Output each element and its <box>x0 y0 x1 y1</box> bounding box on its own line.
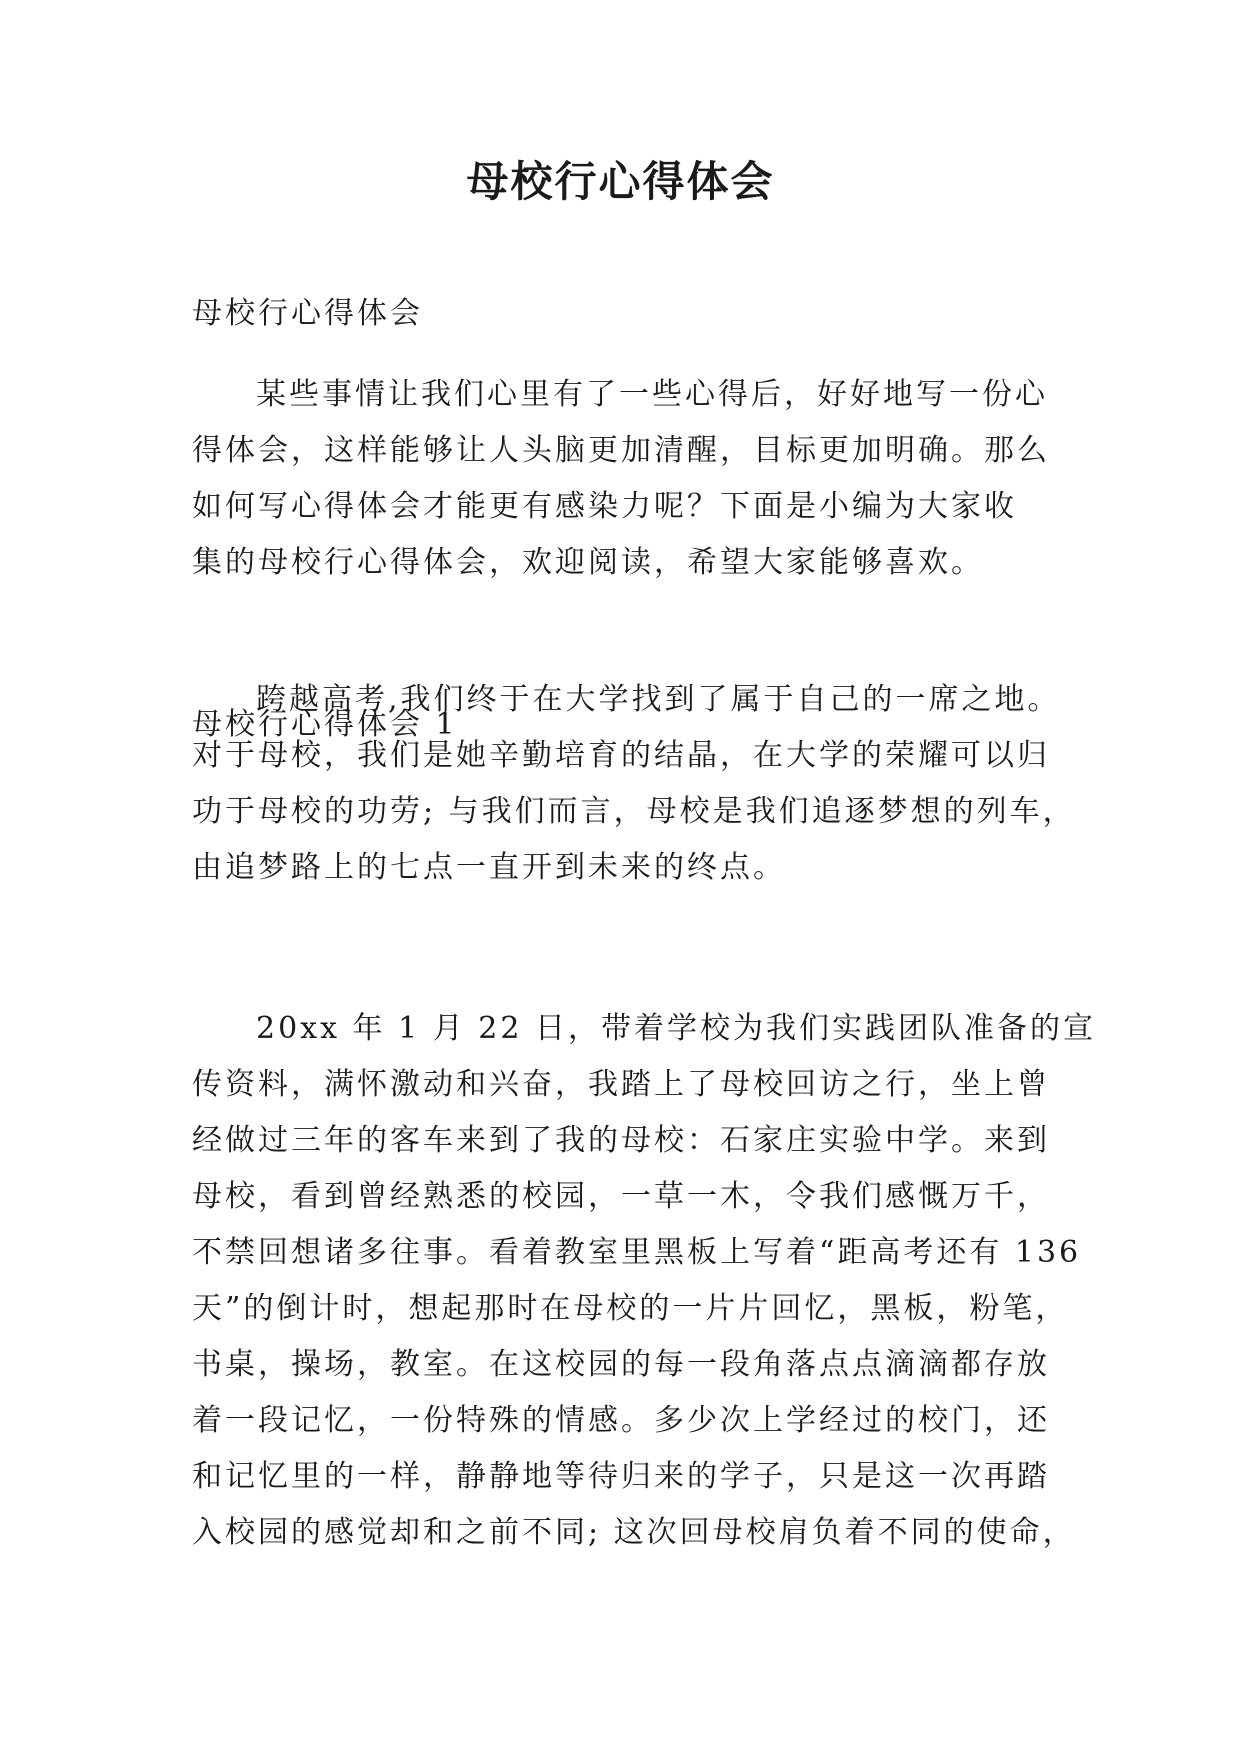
body-line: 天”的倒计时，想起那时在母校的一片片回忆，黑板，粉笔， <box>192 1291 1069 1326</box>
intro-line: 某些事情让我们心里有了一些心得后，好好地写一份心 <box>256 377 1048 412</box>
body-paragraph-1 <box>192 672 1076 896</box>
body-line: 着一段记忆，一份特殊的情感。多少次上学经过的校门，还 <box>192 1403 1050 1438</box>
body-line: 传资料，满怀激动和兴奋，我踏上了母校回访之行，坐上曾 <box>192 1067 1050 1102</box>
document-subtitle: 母校行心得体会 <box>192 296 423 331</box>
section-heading: 母校行心得体会 1 <box>192 707 458 742</box>
body-line: 跨越高考,我们终于在大学找到了属于自己的一席之地。 <box>256 682 1061 717</box>
body-line: 经做过三年的客车来到了我的母校：石家庄实验中学。来到 <box>192 1123 1050 1158</box>
body-line: 对于母校，我们是她辛勤培育的结晶，在大学的荣耀可以归 <box>192 738 1050 773</box>
body-line: 由追梦路上的七点一直开到未来的终点。 <box>192 850 786 885</box>
body-line: 功于母校的功劳; 与我们而言，母校是我们追逐梦想的列车， <box>192 794 1076 829</box>
document-title: 母校行心得体会 <box>466 157 775 206</box>
intro-line: 得体会，这样能够让人头脑更加清醒，目标更加明确。那么 <box>192 433 1050 468</box>
body-line: 20xx 年 1 月 22 日，带着学校为我们实践团队准备的宣 <box>256 1011 1096 1046</box>
body-line: 书桌，操场，教室。在这校园的每一段角落点点滴滴都存放 <box>192 1347 1050 1382</box>
body-line: 和记忆里的一样，静静地等待归来的学子，只是这一次再踏 <box>192 1459 1050 1494</box>
intro-paragraph <box>192 367 1052 591</box>
body-line: 入校园的感觉却和之前不同; 这次回母校肩负着不同的使命， <box>192 1515 1076 1550</box>
intro-line: 集的母校行心得体会，欢迎阅读，希望大家能够喜欢。 <box>192 545 984 580</box>
intro-line: 如何写心得体会才能更有感染力呢？下面是小编为大家收 <box>192 489 1017 524</box>
body-line: 不禁回想诸多往事。看着教室里黑板上写着“距高考还有 136 <box>192 1235 1082 1270</box>
body-line: 母校，看到曾经熟悉的校园，一草一木，令我们感慨万千， <box>192 1179 1050 1214</box>
body-paragraph-2 <box>192 1001 1096 1561</box>
